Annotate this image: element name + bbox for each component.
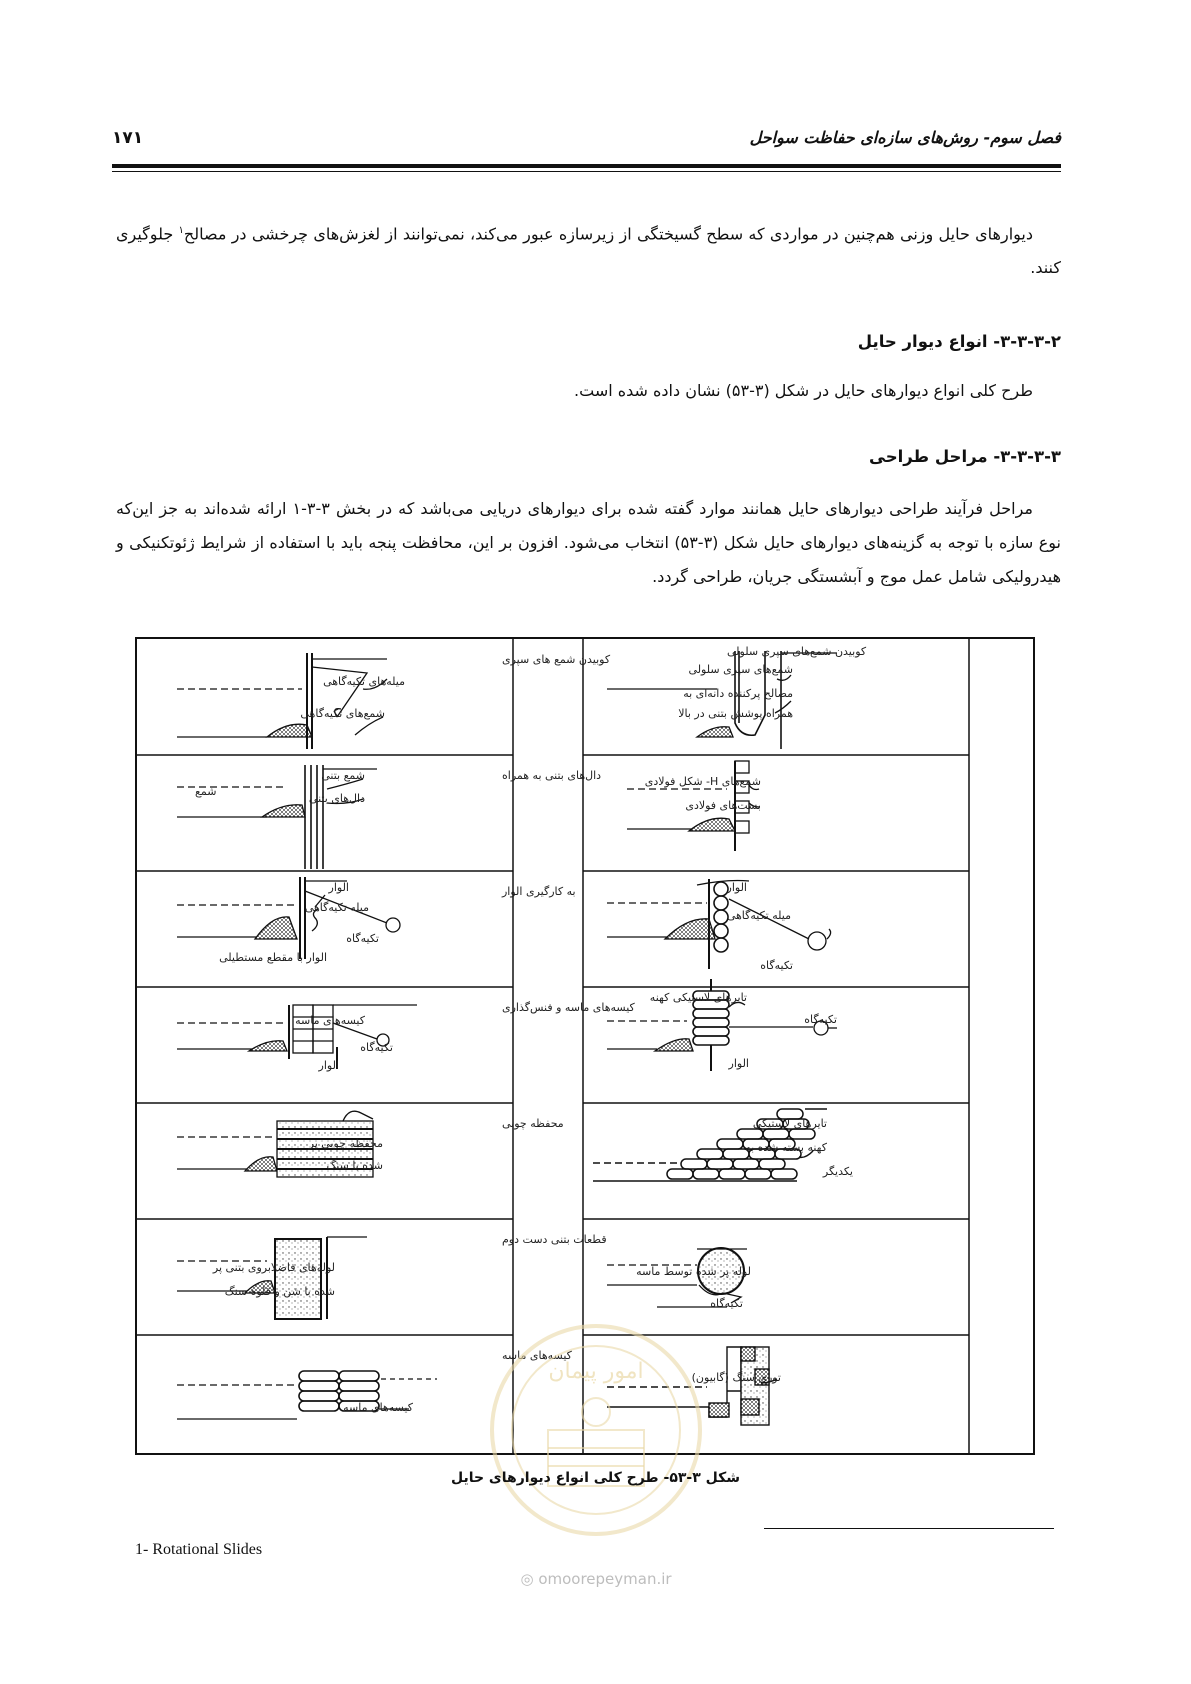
paragraph-1-end: جلوگیری کنند. [116, 224, 1061, 278]
label-L3-b: میله تکیه‌گاهی [304, 901, 369, 914]
label-L4-title: کیسه‌های ماسه و فنس‌گذاری [502, 1001, 635, 1014]
label-R2-a: شمع‌های H- شکل فولادی [644, 775, 761, 788]
label-L4-c: الوار [318, 1059, 339, 1072]
page-number: ۱۷۱ [112, 128, 144, 148]
label-R5-a: تایرهای لاستیکی [752, 1117, 827, 1130]
paragraph-1-main: دیوارهای حایل وزنی هم‌چنین در مواردی که سطح گسیختگی از زیرسازه عبور می‌کند، نمی‌توانند از لغزش‌های چرخشی در مصالح [183, 224, 1033, 244]
label-L2-title: دال‌های بتنی به همراه [502, 769, 602, 782]
website-watermark [466, 1570, 726, 1588]
footnote-ref[interactable]: ۱ [178, 225, 184, 236]
label-L2-title2: شمع [195, 785, 217, 798]
label-R4-c: الوار [728, 1057, 749, 1070]
label-L1-a: میله‌های تکیه‌گاهی [323, 675, 405, 688]
label-R5-c: یکدیگر [822, 1165, 853, 1178]
label-R1-b: مصالح پرکننده دانه‌ای به [683, 687, 793, 700]
chapter-title: فصل سوم- روش‌های سازه‌ای حفاظت سواحل [749, 128, 1061, 147]
section-heading-1: ۳-۳-۳-۲- انواع دیوار حایل [857, 332, 1061, 351]
diagram-sheet-pile [177, 653, 387, 749]
label-R2-b: بست‌های فولادی [685, 799, 761, 812]
label-R4-b: تکیه‌گاه [804, 1013, 837, 1026]
label-L4-a: کیسه‌های ماسه [295, 1014, 365, 1027]
label-L3-c: تکیه‌گاه [346, 932, 379, 945]
diagram-used-concrete [177, 1237, 367, 1319]
header-rule-thick [112, 164, 1061, 168]
label-L1-title: کوبیدن شمع های سپری [502, 653, 611, 666]
label-L2-a: شمع بتنی [321, 769, 365, 782]
label-R7-a: توری سنگ (گابیون) [691, 1371, 781, 1384]
paragraph-3-text: مراحل فرآیند طراحی دیوارهای حایل همانند موارد گفته شده برای دیوارهای دریایی می‌باشد که در بخش ۳-۳-۱ ارائه شده‌اند به جز این‌که نوع سازه با توجه به گزینه‌های دیوارهای حایل شکل (۳-۵۳) انتخاب می‌شود. افزون بر این، محافظت پنجه باید با استفاده از شرایط ژئوتکنیکی و هیدرولیکی شامل عمل موج و آبشستگی جریان، طراحی گردد. [116, 499, 1062, 586]
watermark-text: omoorepeyman.ir [538, 1570, 672, 1588]
diagram-timber [177, 877, 400, 959]
label-R6-a: لوله پر شده توسط ماسه [636, 1265, 751, 1278]
header-rule-thin [112, 171, 1061, 172]
label-R4-a: تایرهای لاستیکی کهنه [649, 991, 747, 1004]
label-L4-b: تکیه‌گاه [360, 1041, 393, 1054]
figure-caption: شکل ۳-۵۳- طرح کلی انواع دیوارهای حایل [450, 1470, 741, 1486]
paragraph-3 [116, 492, 1061, 594]
label-R3-b: میله تکیه‌گاهی [726, 909, 791, 922]
label-R1-a: شمع‌های سپری سلولی [688, 663, 793, 676]
label-L6-b: شده با شن و قلوه سنگ [224, 1285, 335, 1298]
label-R3-c: تکیه‌گاه [760, 959, 793, 972]
label-R6-b: تکیه‌گاه [710, 1297, 743, 1310]
label-R1-title: کوبیدن شمع‌های سپری سلولی [727, 645, 867, 658]
label-L2-b: دال‌های بتنی [308, 792, 365, 805]
label-L5-a: محفظه چوبی پر [308, 1137, 383, 1150]
section-heading-2: ۳-۳-۳-۳- مراحل طراحی [869, 447, 1061, 466]
paragraph-1 [116, 214, 1061, 285]
label-L1-b: شمع‌های تکیه‌گاهی [300, 707, 385, 720]
diagram-timber-anchor [607, 879, 831, 969]
label-L3-title: به کارگیری الوار [502, 885, 576, 898]
footnote: 1- Rotational Slides [135, 1541, 263, 1558]
label-L6-a: لوله‌های فاضلابروی بتنی پر [212, 1261, 335, 1274]
seal-text: امور پیمان [548, 1359, 644, 1384]
label-L5-title: محفظه چوبی [502, 1117, 564, 1130]
paragraph-2 [116, 374, 1061, 408]
label-R1-c: همراه پوشش بتنی در بالا [678, 707, 793, 720]
seal-watermark [486, 1320, 706, 1540]
label-L6-title: قطعات بتنی دست دوم [502, 1233, 607, 1246]
label-L3-a: الوار [328, 881, 349, 894]
label-R3-a: الوار [726, 881, 747, 894]
label-L3-d: الوار با مقطع مستطیلی [219, 951, 327, 964]
label-L7-title: کیسه‌های ماسه [502, 1349, 572, 1362]
label-L5-b: شده با سنگ [326, 1159, 383, 1172]
label-L7-a: کیسه‌های ماسه [343, 1401, 413, 1414]
label-R5-b: کهنه بسته شده به [745, 1141, 827, 1154]
paragraph-2-text: طرح کلی انواع دیوارهای حایل در شکل (۳-۵۳) نشان داده شده است. [574, 381, 1033, 400]
globe-icon: ◎ [520, 1570, 534, 1588]
footnote-rule [764, 1528, 1054, 1529]
